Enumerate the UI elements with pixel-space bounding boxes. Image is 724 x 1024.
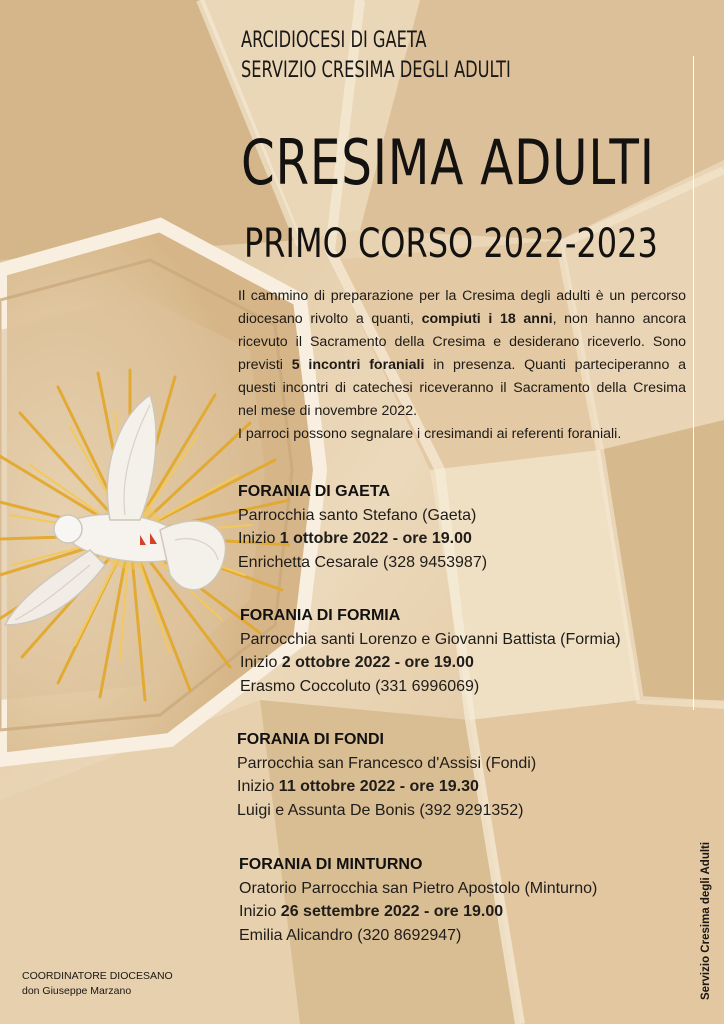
forania-minturno bbox=[239, 853, 597, 947]
intro-text bbox=[238, 285, 686, 446]
intro-paragraph bbox=[238, 285, 686, 423]
forania-name: FORANIA DI FORMIA bbox=[240, 607, 401, 624]
forania-name: FORANIA DI GAETA bbox=[238, 483, 390, 500]
forania-name: FORANIA DI MINTURNO bbox=[239, 856, 423, 873]
header bbox=[241, 26, 570, 86]
start-prefix: Inizio bbox=[239, 903, 281, 920]
intro-highlight-meetings: 5 incontri foraniali bbox=[291, 357, 425, 373]
page-title: CRESIMA ADULTI bbox=[241, 126, 655, 199]
start-date: 11 ottobre 2022 - ore 19.30 bbox=[278, 778, 479, 795]
intro-note: I parroci possono segnalare i cresimandi ai referenti foraniali. bbox=[238, 426, 622, 442]
forania-parish: Parrocchia santi Lorenzo e Giovanni Battista (Formia) bbox=[240, 630, 621, 648]
start-date: 1 ottobre 2022 - ore 19.00 bbox=[279, 530, 472, 547]
intro-text-part: Il cammino di preparazione per la Cresima degli adulti è un percorso diocesano rivolto a quanti, bbox=[238, 288, 686, 327]
forania-parish: Parrocchia santo Stefano (Gaeta) bbox=[238, 506, 477, 524]
forania-fondi bbox=[237, 728, 536, 822]
forania-contact: Emilia Alicandro (320 8692947) bbox=[239, 926, 462, 944]
coordinator-footer bbox=[22, 969, 173, 999]
service-label: SERVIZIO CRESIMA DEGLI ADULTI bbox=[241, 58, 511, 83]
forania-start bbox=[239, 900, 597, 924]
forania-contact: Enrichetta Cesarale (328 9453987) bbox=[238, 553, 488, 571]
intro-text-part: in presenza. Quanti parteciperanno a questi incontri di catechesi riceveranno il Sacramento della Cresima nel mese di novembre 2022. bbox=[238, 357, 687, 419]
coordinator-name: don Giuseppe Marzano bbox=[22, 985, 132, 997]
start-date: 2 ottobre 2022 - ore 19.00 bbox=[281, 654, 474, 671]
forania-name: FORANIA DI FONDI bbox=[237, 731, 384, 748]
forania-parish: Parrocchia san Francesco d'Assisi (Fondi) bbox=[237, 754, 537, 772]
forania-parish: Oratorio Parrocchia san Pietro Apostolo (Minturno) bbox=[239, 879, 598, 897]
archdiocese-label: ARCIDIOCESI DI GAETA bbox=[241, 28, 427, 53]
forania-gaeta bbox=[238, 480, 487, 574]
forania-contact: Erasmo Coccoluto (331 6996069) bbox=[240, 677, 480, 695]
forania-start bbox=[240, 651, 621, 675]
forania-formia bbox=[240, 604, 621, 698]
vertical-service-label: Servizio Cresima degli Adulti bbox=[700, 841, 712, 1000]
forania-contact: Luigi e Assunta De Bonis (392 9291352) bbox=[237, 801, 524, 819]
coordinator-role: COORDINATORE DIOCESANO bbox=[22, 970, 173, 982]
forania-start bbox=[238, 527, 487, 551]
page-subtitle: PRIMO CORSO 2022-2023 bbox=[244, 221, 658, 267]
vertical-divider bbox=[693, 56, 694, 710]
intro-highlight-age: compiuti i 18 anni bbox=[421, 311, 553, 327]
forania-start bbox=[237, 775, 536, 799]
start-date: 26 settembre 2022 - ore 19.00 bbox=[280, 903, 504, 920]
start-prefix: Inizio bbox=[237, 778, 279, 795]
intro-text-part: , non hanno ancora ricevuto il Sacramento della Cresima e desiderano riceverlo. Sono previsti bbox=[238, 311, 686, 373]
start-prefix: Inizio bbox=[238, 530, 280, 547]
start-prefix: Inizio bbox=[240, 654, 282, 671]
